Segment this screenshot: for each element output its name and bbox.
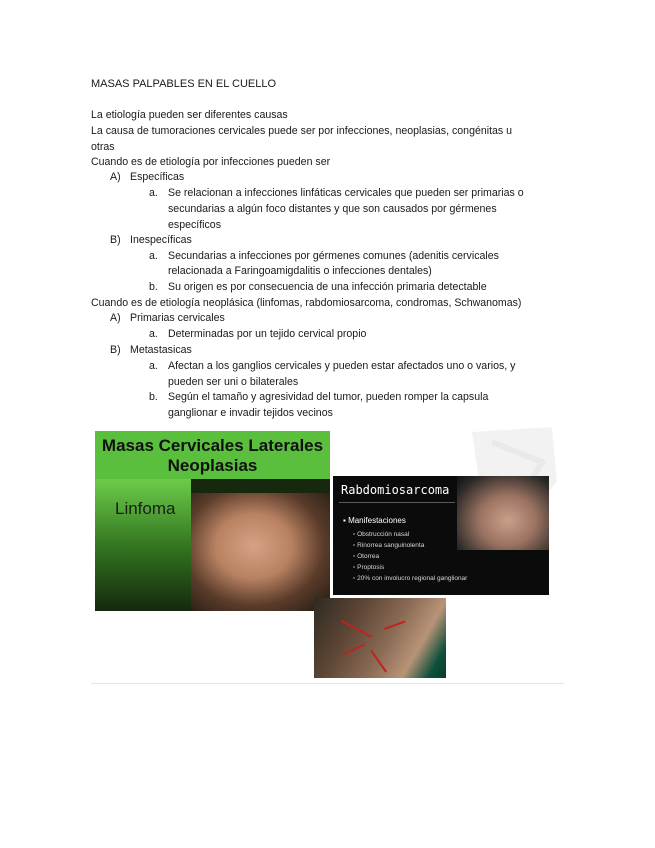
list-marker: a. — [149, 250, 158, 262]
patient-photo — [191, 493, 330, 611]
slide-sub-bullet: ▫ Proptosis — [353, 564, 385, 571]
slide-rabdomiosarcoma-image — [333, 476, 549, 595]
annotation-line — [384, 620, 405, 629]
neck-mass-photo — [314, 598, 446, 678]
slide-bullet: ▪ Manifestaciones — [343, 516, 406, 525]
slide-sub-bullet: ▫ 20% con involucro regional ganglionar — [353, 575, 468, 582]
list-marker: b. — [149, 391, 158, 403]
list-item-text: secundarias a algún foco distantes y que son causados por gérmenes — [168, 203, 497, 215]
list-item-text: Se relacionan a infecciones linfáticas cervicales que pueden ser primarias o — [168, 187, 524, 199]
slide-sub-bullet: ▫ Obstrucción nasal — [353, 531, 410, 538]
slide-title: Rabdomiosarcoma — [341, 483, 450, 497]
list-item-especificas: Específicas — [130, 171, 185, 183]
document-title: MASAS PALPABLES EN EL CUELLO — [91, 78, 277, 90]
paragraph-infection: Cuando es de etiología por infecciones pueden ser — [91, 156, 331, 168]
paragraph-causes-line2: otras — [91, 141, 115, 153]
page-divider — [91, 683, 564, 684]
slide-title-line2: Neoplasias — [167, 456, 258, 475]
annotation-line — [370, 650, 387, 672]
paragraph-neoplastic: Cuando es de etiología neoplásica (linfomas, rabdomiosarcoma, condromas, Schwanomas) — [91, 297, 522, 309]
slide-sub-bullet: ▫ Otorrea — [353, 553, 380, 560]
slide-title-line1: Masas Cervicales Laterales — [101, 436, 324, 455]
annotation-line — [344, 644, 365, 655]
list-marker: a. — [149, 187, 158, 199]
list-marker: A) — [110, 171, 121, 183]
list-marker: B) — [110, 234, 121, 246]
slide-label-linfoma: Linfoma — [115, 499, 176, 518]
slide-divider — [339, 502, 455, 503]
slide-sub-bullet: ▫ Rinorrea sanguinolenta — [353, 542, 425, 549]
list-marker: a. — [149, 360, 158, 372]
list-marker: B) — [110, 344, 121, 356]
list-item-text: pueden ser uni o bilaterales — [168, 376, 299, 388]
list-item-metastasicas: Metastasicas — [130, 344, 192, 356]
list-item-text: Afectan a los ganglios cervicales y pueden estar afectados uno o varios, y — [168, 360, 516, 372]
annotation-line — [341, 620, 372, 638]
list-item-text: Secundarias a infecciones por gérmenes comunes (adenitis cervicales — [168, 250, 499, 262]
slide-linfoma-image — [95, 431, 330, 611]
paragraph-etiology: La etiología pueden ser diferentes causas — [91, 109, 288, 121]
list-item-text: Determinadas por un tejido cervical propio — [168, 328, 367, 340]
list-item-primarias: Primarias cervicales — [130, 312, 225, 324]
list-marker: A) — [110, 312, 121, 324]
list-item-inespecificas: Inespecíficas — [130, 234, 192, 246]
list-item-text: ganglionar e invadir tejidos vecinos — [168, 407, 333, 419]
list-item-text: relacionada a Faringoamigdalitis o infecciones dentales) — [168, 265, 432, 277]
list-item-text: Según el tamaño y agresividad del tumor, pueden romper la capsula — [168, 391, 489, 403]
list-marker: a. — [149, 328, 158, 340]
paragraph-causes-line1: La causa de tumoraciones cervicales puede ser por infecciones, neoplasias, congénitas u — [91, 125, 513, 137]
list-item-text: específicos — [168, 219, 221, 231]
patient-photo — [457, 476, 549, 550]
list-item-text: Su origen es por consecuencia de una infección primaria detectable — [168, 281, 487, 293]
list-marker: b. — [149, 281, 158, 293]
